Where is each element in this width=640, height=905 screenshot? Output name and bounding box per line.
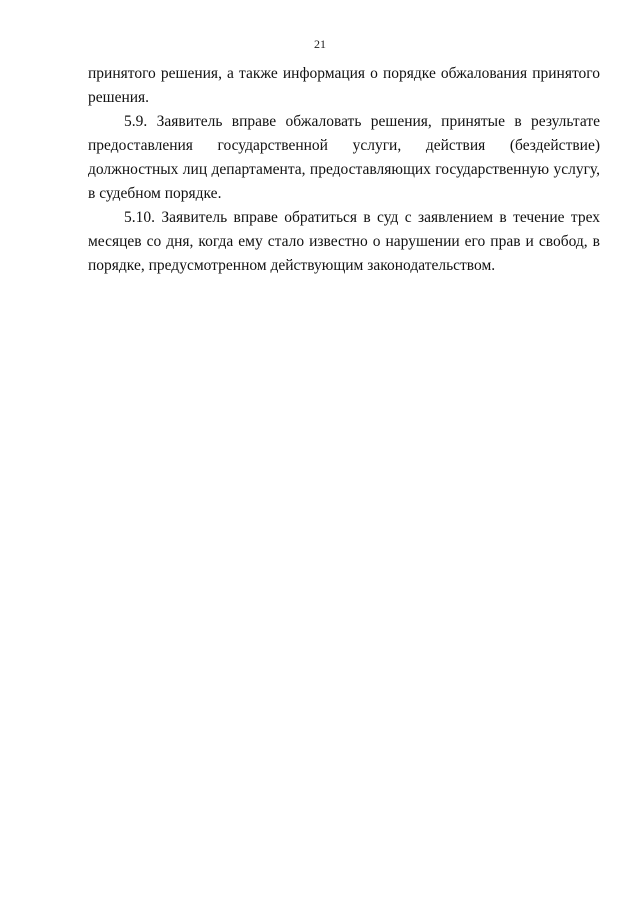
paragraph-5-10: 5.10. Заявитель вправе обратиться в суд с заявлением в течение трех месяцев со дня, когда ему стало известно о нарушении его прав и свобод, в порядке, предусмотренном действующим законодательством. — [88, 209, 600, 274]
document-body — [88, 62, 600, 278]
page-number: 21 — [314, 37, 326, 51]
paragraph-continuation: принятого решения, а также информация о порядке обжалования принятого решения. — [88, 65, 600, 106]
paragraph-5-9: 5.9. Заявитель вправе обжаловать решения, принятые в результате предоставления государственной услуги, действия (бездействие) должностных лиц департамента, предоставляющих государственную услугу, в судебном порядке. — [88, 113, 600, 202]
